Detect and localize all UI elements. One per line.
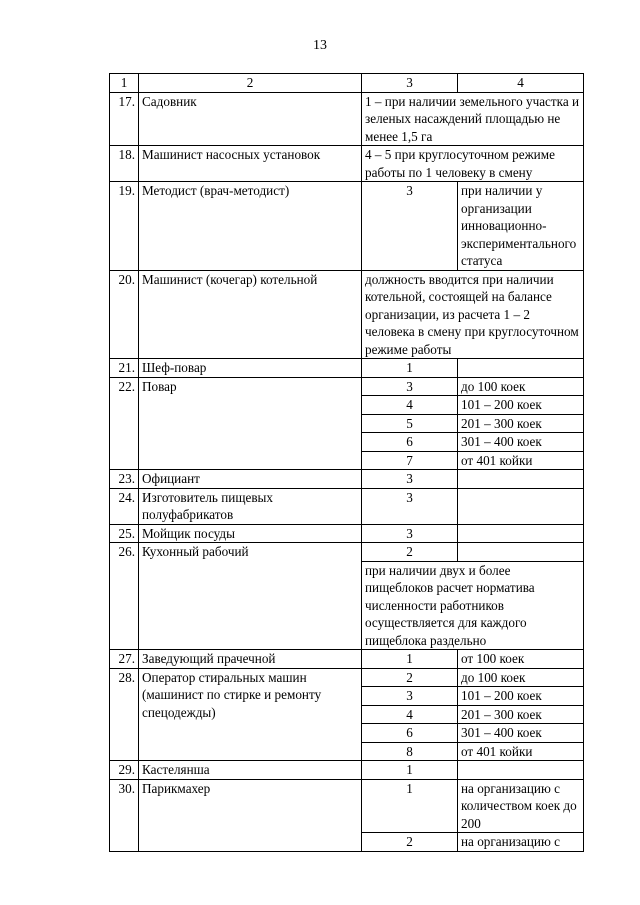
staff-count: 5 bbox=[362, 414, 458, 433]
position-name: Мойщик посуды bbox=[139, 524, 362, 543]
header-cell-3: 3 bbox=[362, 74, 458, 93]
table-row bbox=[110, 668, 584, 687]
condition bbox=[458, 761, 584, 780]
row-number: 22. bbox=[110, 377, 139, 470]
condition: от 401 койки bbox=[458, 742, 584, 761]
staff-count: 1 bbox=[362, 359, 458, 378]
condition: 301 – 400 коек bbox=[458, 433, 584, 452]
position-name: Заведующий прачечной bbox=[139, 650, 362, 669]
staff-count: 1 bbox=[362, 779, 458, 833]
row-number: 19. bbox=[110, 182, 139, 271]
table-row bbox=[110, 543, 584, 562]
table-row bbox=[110, 359, 584, 378]
condition: 101 – 200 коек bbox=[458, 687, 584, 706]
position-name: Садовник bbox=[139, 92, 362, 146]
condition: 301 – 400 коек bbox=[458, 724, 584, 743]
table-row bbox=[110, 761, 584, 780]
condition bbox=[458, 359, 584, 378]
staff-count: 4 bbox=[362, 396, 458, 415]
row-number: 21. bbox=[110, 359, 139, 378]
note: 1 – при наличии земельного участка и зеленых насаждений площадью не менее 1,5 га bbox=[362, 92, 584, 146]
position-name: Парикмахер bbox=[139, 779, 362, 851]
table-row bbox=[110, 650, 584, 669]
staff-count: 2 bbox=[362, 668, 458, 687]
header-cell-2: 2 bbox=[139, 74, 362, 93]
row-number: 25. bbox=[110, 524, 139, 543]
note: должность вводится при наличии котельной, состоящей на балансе организации, из расчета 1 – 2 человека в смену при круглосуточном режиме работы bbox=[362, 270, 584, 359]
table-row bbox=[110, 524, 584, 543]
staff-count: 6 bbox=[362, 724, 458, 743]
condition: 201 – 300 коек bbox=[458, 414, 584, 433]
staff-count: 3 bbox=[362, 470, 458, 489]
condition: 101 – 200 коек bbox=[458, 396, 584, 415]
row-number: 24. bbox=[110, 488, 139, 524]
position-name: Повар bbox=[139, 377, 362, 470]
staff-count: 3 bbox=[362, 377, 458, 396]
row-number: 26. bbox=[110, 543, 139, 650]
row-number: 18. bbox=[110, 146, 139, 182]
condition bbox=[458, 470, 584, 489]
condition: при наличии у организации инновационно-экспериментального статуса bbox=[458, 182, 584, 271]
condition: на организацию с bbox=[458, 833, 584, 852]
condition: до 100 коек bbox=[458, 668, 584, 687]
table-row bbox=[110, 146, 584, 182]
row-number: 29. bbox=[110, 761, 139, 780]
position-name: Шеф-повар bbox=[139, 359, 362, 378]
staff-count: 1 bbox=[362, 761, 458, 780]
condition: на организацию с количеством коек до 200 bbox=[458, 779, 584, 833]
staff-count: 3 bbox=[362, 488, 458, 524]
staff-count: 6 bbox=[362, 433, 458, 452]
position-name: Официант bbox=[139, 470, 362, 489]
row-number: 28. bbox=[110, 668, 139, 761]
staff-norms-table bbox=[109, 73, 584, 852]
staff-count: 4 bbox=[362, 705, 458, 724]
staff-count: 2 bbox=[362, 833, 458, 852]
position-name: Машинист насосных установок bbox=[139, 146, 362, 182]
page-number: 13 bbox=[313, 38, 327, 53]
staff-count: 2 bbox=[362, 543, 458, 562]
table-row bbox=[110, 182, 584, 271]
row-number: 27. bbox=[110, 650, 139, 669]
table-body bbox=[110, 74, 584, 852]
header-cell-1: 1 bbox=[110, 74, 139, 93]
table-row bbox=[110, 270, 584, 359]
condition bbox=[458, 524, 584, 543]
condition: до 100 коек bbox=[458, 377, 584, 396]
condition: 201 – 300 коек bbox=[458, 705, 584, 724]
staff-count: 3 bbox=[362, 687, 458, 706]
position-name: Машинист (кочегар) котельной bbox=[139, 270, 362, 359]
table-row bbox=[110, 377, 584, 396]
position-name: Оператор стиральных машин (машинист по стирке и ремонту спецодежды) bbox=[139, 668, 362, 761]
position-name: Кухонный рабочий bbox=[139, 543, 362, 650]
condition bbox=[458, 543, 584, 562]
staff-count: 1 bbox=[362, 650, 458, 669]
header-cell-4: 4 bbox=[458, 74, 584, 93]
staff-count: 8 bbox=[362, 742, 458, 761]
condition: от 100 коек bbox=[458, 650, 584, 669]
row-number: 30. bbox=[110, 779, 139, 851]
position-name: Изготовитель пищевых полуфабрикатов bbox=[139, 488, 362, 524]
position-name: Кастелянша bbox=[139, 761, 362, 780]
note: 4 – 5 при круглосуточном режиме работы по 1 человеку в смену bbox=[362, 146, 584, 182]
table-row bbox=[110, 92, 584, 146]
staff-count: 3 bbox=[362, 182, 458, 271]
row-number: 20. bbox=[110, 270, 139, 359]
table-row bbox=[110, 779, 584, 833]
table-row bbox=[110, 488, 584, 524]
condition bbox=[458, 488, 584, 524]
staff-count: 7 bbox=[362, 451, 458, 470]
condition: от 401 койки bbox=[458, 451, 584, 470]
table-row bbox=[110, 470, 584, 489]
position-name: Методист (врач-методист) bbox=[139, 182, 362, 271]
row-number: 17. bbox=[110, 92, 139, 146]
header-row bbox=[110, 74, 584, 93]
row-number: 23. bbox=[110, 470, 139, 489]
staff-count: 3 bbox=[362, 524, 458, 543]
note: при наличии двух и более пищеблоков расчет норматива численности работников осуществляется для каждого пищеблока раздельно bbox=[362, 561, 584, 650]
